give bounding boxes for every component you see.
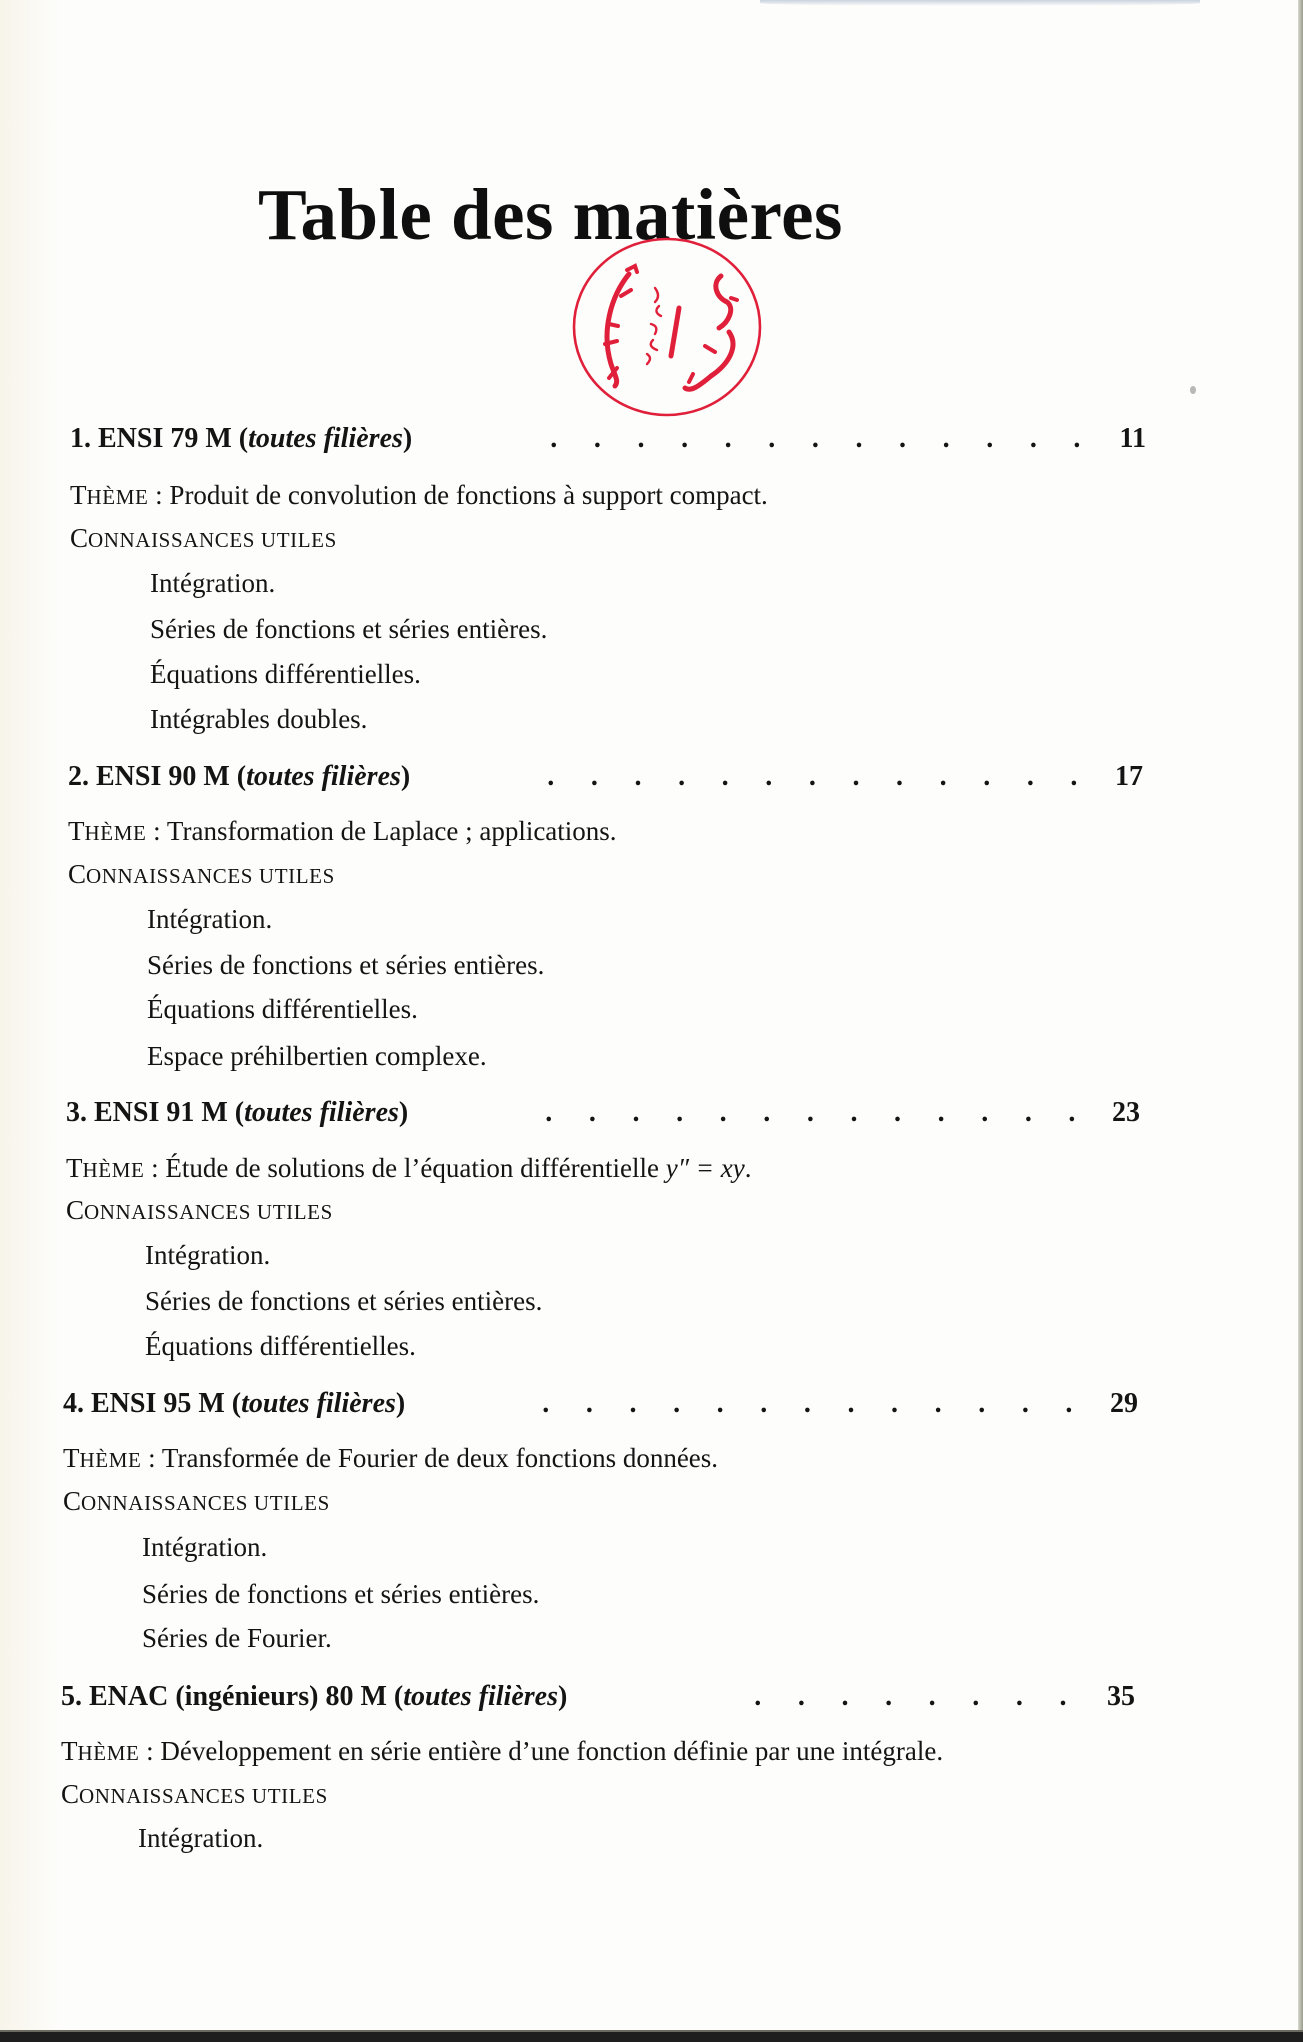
dot-leader: . . . . . . . . . . . . . (542, 1388, 1073, 1419)
theme-label: T (68, 816, 85, 846)
knowledge-label-rest: ONNAISSANCES UTILES (84, 1200, 333, 1224)
entry-title: ENAC (ingénieurs) 80 M ( (89, 1681, 404, 1712)
theme-label: T (70, 480, 87, 510)
knowledge-item: Séries de fonctions et séries entières. (147, 950, 545, 980)
knowledge-item: Séries de fonctions et séries entières. (145, 1286, 543, 1316)
theme-line (70, 478, 768, 514)
entry-title: ENSI 90 M ( (96, 761, 247, 792)
theme-math: y″ = xy (665, 1153, 745, 1183)
scan-top-shadow (760, 0, 1200, 6)
toc-entry-heading[interactable] (70, 422, 412, 456)
theme-line (66, 1151, 751, 1187)
entry-number: 4. (63, 1388, 84, 1419)
knowledge-label-initial: C (61, 1779, 80, 1809)
entry-track: toutes filières (244, 1097, 399, 1128)
toc-entry-heading[interactable] (63, 1387, 405, 1421)
entry-title: ENSI 95 M ( (91, 1388, 242, 1419)
theme-separator: : (146, 816, 167, 846)
knowledge-item: Espace préhilbertien complexe. (147, 1041, 487, 1071)
knowledge-label-rest: ONNAISSANCES UTILES (81, 1491, 330, 1515)
theme-text: Produit de convolution de fonctions à support compact. (169, 480, 768, 510)
knowledge-label (66, 1193, 333, 1229)
entry-title-close: ) (557, 1681, 568, 1712)
knowledge-label-initial: C (63, 1486, 82, 1516)
page-number[interactable]: 29 (1110, 1388, 1138, 1419)
toc-entry-heading[interactable] (61, 1680, 567, 1714)
entry-track: toutes filières (241, 1388, 396, 1419)
knowledge-label-initial: C (68, 859, 87, 889)
knowledge-label (68, 857, 335, 893)
page-number[interactable]: 11 (1119, 423, 1146, 454)
dot-leader: . . . . . . . . . . . . . (545, 1097, 1076, 1128)
toc-entry-heading[interactable] (66, 1096, 408, 1130)
theme-label-rest: HÈME (86, 485, 149, 509)
knowledge-item: Intégration. (145, 1240, 271, 1270)
entry-number: 3. (66, 1097, 87, 1128)
knowledge-item: Équations différentielles. (147, 994, 418, 1024)
knowledge-item: Séries de Fourier. (142, 1623, 332, 1653)
theme-label: T (66, 1153, 83, 1183)
theme-label-rest: HÈME (82, 1158, 145, 1182)
page-title: Table des matières (258, 174, 843, 255)
theme-label: T (61, 1736, 78, 1766)
knowledge-label-rest: ONNAISSANCES UTILES (79, 1784, 328, 1808)
entry-number: 5. (61, 1681, 82, 1712)
knowledge-label-rest: ONNAISSANCES UTILES (86, 864, 335, 888)
entry-title-close: ) (402, 423, 413, 454)
knowledge-label (70, 521, 337, 557)
theme-separator: : (144, 1153, 166, 1183)
entry-track: toutes filières (246, 761, 401, 792)
knowledge-item: Intégrables doubles. (150, 704, 368, 734)
theme-label-rest: HÈME (79, 1448, 142, 1472)
knowledge-label-rest: ONNAISSANCES UTILES (88, 528, 337, 552)
knowledge-label (63, 1484, 330, 1520)
theme-label: T (63, 1443, 80, 1473)
knowledge-item: Intégration. (138, 1823, 264, 1853)
theme-text: Étude de solutions de l’équation différentielle (165, 1153, 666, 1183)
theme-line (63, 1441, 718, 1477)
library-stamp-icon (571, 236, 763, 418)
scan-bottom-edge (0, 2030, 1303, 2042)
theme-line (68, 814, 617, 850)
knowledge-item: Intégration. (150, 568, 276, 598)
entry-title: ENSI 91 M ( (94, 1097, 245, 1128)
theme-separator: : (148, 480, 170, 510)
knowledge-item: Équations différentielles. (145, 1331, 416, 1361)
theme-text: Développement en série entière d’une fonction définie par une intégrale. (160, 1736, 944, 1766)
knowledge-item: Intégration. (142, 1532, 268, 1562)
theme-text: Transformation de Laplace ; applications. (166, 816, 617, 846)
scan-right-edge (1298, 0, 1303, 2042)
knowledge-item: Séries de fonctions et séries entières. (150, 614, 548, 644)
dot-leader: . . . . . . . . . . . . . (550, 423, 1081, 454)
knowledge-item: Séries de fonctions et séries entières. (142, 1579, 540, 1609)
dot-leader: . . . . . . . . . . . . . (547, 761, 1078, 792)
entry-title-close: ) (400, 761, 411, 792)
knowledge-label-initial: C (70, 523, 89, 553)
entry-number: 1. (70, 423, 91, 454)
theme-separator: : (139, 1736, 161, 1766)
knowledge-item: Intégration. (147, 904, 273, 934)
scan-speck (1190, 386, 1196, 394)
theme-label-rest: HÈME (84, 821, 147, 845)
page-number[interactable]: 23 (1112, 1097, 1140, 1128)
theme-line (61, 1734, 943, 1770)
entry-title: ENSI 79 M ( (98, 423, 249, 454)
knowledge-label (61, 1777, 328, 1813)
toc-entry-heading[interactable] (68, 760, 410, 794)
theme-label-rest: HÈME (77, 1741, 140, 1765)
page-number[interactable]: 17 (1115, 761, 1143, 792)
entry-track: toutes filières (403, 1681, 558, 1712)
page-left-tint (0, 0, 60, 2030)
theme-text: Transformée de Fourier de deux fonctions données. (161, 1443, 719, 1473)
dot-leader: . . . . . . . . (754, 1681, 1067, 1712)
page-number[interactable]: 35 (1107, 1681, 1135, 1712)
entry-track: toutes filières (248, 423, 403, 454)
knowledge-item: Équations différentielles. (150, 659, 421, 689)
knowledge-label-initial: C (66, 1195, 85, 1225)
entry-title-close: ) (398, 1097, 409, 1128)
theme-separator: : (141, 1443, 162, 1473)
entry-title-close: ) (395, 1388, 406, 1419)
theme-end: . (744, 1153, 752, 1183)
entry-number: 2. (68, 761, 89, 792)
